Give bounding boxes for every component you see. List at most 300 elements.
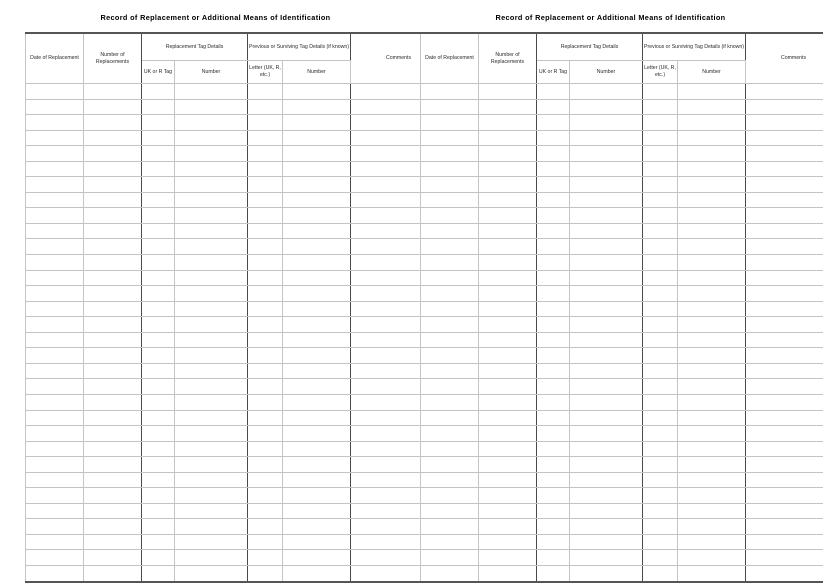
cell-date-of-replacement[interactable] <box>421 84 479 100</box>
cell-letter[interactable] <box>643 208 678 224</box>
cell-replacement-number[interactable] <box>175 208 248 224</box>
cell-date-of-replacement[interactable] <box>26 223 84 239</box>
cell-previous-number[interactable] <box>678 99 746 115</box>
cell-letter[interactable] <box>643 457 678 473</box>
table-row[interactable] <box>421 208 823 224</box>
cell-date-of-replacement[interactable] <box>421 115 479 131</box>
cell-date-of-replacement[interactable] <box>421 503 479 519</box>
cell-number-of-replacements[interactable] <box>84 565 142 581</box>
table-row[interactable] <box>26 270 447 286</box>
cell-uk-or-r-tag[interactable] <box>537 130 570 146</box>
cell-letter[interactable] <box>643 332 678 348</box>
table-row[interactable] <box>26 348 447 364</box>
cell-number-of-replacements[interactable] <box>479 410 537 426</box>
cell-uk-or-r-tag[interactable] <box>537 146 570 162</box>
cell-uk-or-r-tag[interactable] <box>142 565 175 581</box>
cell-letter[interactable] <box>643 503 678 519</box>
cell-date-of-replacement[interactable] <box>421 550 479 566</box>
cell-comments[interactable] <box>746 410 823 426</box>
cell-replacement-number[interactable] <box>570 161 643 177</box>
table-row[interactable] <box>421 223 823 239</box>
cell-uk-or-r-tag[interactable] <box>537 332 570 348</box>
cell-replacement-number[interactable] <box>175 503 248 519</box>
cell-letter[interactable] <box>643 161 678 177</box>
table-row[interactable] <box>26 503 447 519</box>
table-row[interactable] <box>26 146 447 162</box>
cell-date-of-replacement[interactable] <box>26 534 84 550</box>
cell-letter[interactable] <box>248 115 283 131</box>
table-row[interactable] <box>26 534 447 550</box>
cell-uk-or-r-tag[interactable] <box>537 301 570 317</box>
cell-previous-number[interactable] <box>283 565 351 581</box>
cell-letter[interactable] <box>643 441 678 457</box>
cell-number-of-replacements[interactable] <box>479 146 537 162</box>
cell-uk-or-r-tag[interactable] <box>142 503 175 519</box>
cell-previous-number[interactable] <box>283 239 351 255</box>
cell-letter[interactable] <box>248 99 283 115</box>
cell-number-of-replacements[interactable] <box>479 115 537 131</box>
cell-replacement-number[interactable] <box>570 519 643 535</box>
cell-uk-or-r-tag[interactable] <box>537 348 570 364</box>
cell-number-of-replacements[interactable] <box>84 410 142 426</box>
cell-number-of-replacements[interactable] <box>479 503 537 519</box>
cell-comments[interactable] <box>746 255 823 271</box>
cell-uk-or-r-tag[interactable] <box>142 99 175 115</box>
cell-number-of-replacements[interactable] <box>84 441 142 457</box>
cell-comments[interactable] <box>746 348 823 364</box>
table-row[interactable] <box>26 332 447 348</box>
cell-date-of-replacement[interactable] <box>26 317 84 333</box>
cell-number-of-replacements[interactable] <box>479 208 537 224</box>
cell-comments[interactable] <box>746 394 823 410</box>
cell-uk-or-r-tag[interactable] <box>537 426 570 442</box>
cell-number-of-replacements[interactable] <box>84 503 142 519</box>
cell-date-of-replacement[interactable] <box>421 472 479 488</box>
cell-letter[interactable] <box>248 332 283 348</box>
cell-letter[interactable] <box>248 488 283 504</box>
cell-previous-number[interactable] <box>283 84 351 100</box>
cell-uk-or-r-tag[interactable] <box>142 426 175 442</box>
cell-date-of-replacement[interactable] <box>26 426 84 442</box>
cell-number-of-replacements[interactable] <box>479 84 537 100</box>
cell-number-of-replacements[interactable] <box>84 534 142 550</box>
cell-uk-or-r-tag[interactable] <box>142 317 175 333</box>
cell-date-of-replacement[interactable] <box>421 379 479 395</box>
table-row[interactable] <box>26 130 447 146</box>
table-row[interactable] <box>421 84 823 100</box>
cell-comments[interactable] <box>746 534 823 550</box>
cell-previous-number[interactable] <box>283 270 351 286</box>
cell-uk-or-r-tag[interactable] <box>142 301 175 317</box>
cell-uk-or-r-tag[interactable] <box>142 115 175 131</box>
table-row[interactable] <box>421 503 823 519</box>
cell-uk-or-r-tag[interactable] <box>537 503 570 519</box>
cell-letter[interactable] <box>643 99 678 115</box>
cell-previous-number[interactable] <box>283 519 351 535</box>
cell-number-of-replacements[interactable] <box>479 286 537 302</box>
cell-letter[interactable] <box>248 503 283 519</box>
cell-previous-number[interactable] <box>283 332 351 348</box>
cell-uk-or-r-tag[interactable] <box>142 457 175 473</box>
cell-comments[interactable] <box>746 130 823 146</box>
cell-replacement-number[interactable] <box>570 379 643 395</box>
cell-uk-or-r-tag[interactable] <box>537 534 570 550</box>
cell-letter[interactable] <box>643 286 678 302</box>
cell-previous-number[interactable] <box>678 457 746 473</box>
cell-uk-or-r-tag[interactable] <box>537 472 570 488</box>
cell-uk-or-r-tag[interactable] <box>537 394 570 410</box>
cell-comments[interactable] <box>746 565 823 581</box>
cell-comments[interactable] <box>746 488 823 504</box>
table-row[interactable] <box>421 457 823 473</box>
cell-number-of-replacements[interactable] <box>479 270 537 286</box>
cell-number-of-replacements[interactable] <box>84 348 142 364</box>
cell-number-of-replacements[interactable] <box>479 317 537 333</box>
cell-number-of-replacements[interactable] <box>84 270 142 286</box>
cell-previous-number[interactable] <box>678 565 746 581</box>
table-row[interactable] <box>421 317 823 333</box>
cell-date-of-replacement[interactable] <box>421 488 479 504</box>
cell-number-of-replacements[interactable] <box>479 332 537 348</box>
table-row[interactable] <box>421 441 823 457</box>
cell-letter[interactable] <box>643 115 678 131</box>
cell-comments[interactable] <box>746 286 823 302</box>
cell-previous-number[interactable] <box>678 130 746 146</box>
cell-replacement-number[interactable] <box>570 534 643 550</box>
table-row[interactable] <box>26 379 447 395</box>
cell-replacement-number[interactable] <box>570 255 643 271</box>
cell-number-of-replacements[interactable] <box>479 348 537 364</box>
cell-letter[interactable] <box>643 192 678 208</box>
cell-uk-or-r-tag[interactable] <box>142 223 175 239</box>
cell-replacement-number[interactable] <box>175 130 248 146</box>
cell-replacement-number[interactable] <box>175 519 248 535</box>
cell-date-of-replacement[interactable] <box>421 457 479 473</box>
cell-date-of-replacement[interactable] <box>26 286 84 302</box>
cell-letter[interactable] <box>643 223 678 239</box>
cell-replacement-number[interactable] <box>570 488 643 504</box>
cell-date-of-replacement[interactable] <box>421 426 479 442</box>
cell-previous-number[interactable] <box>283 130 351 146</box>
cell-replacement-number[interactable] <box>570 457 643 473</box>
cell-number-of-replacements[interactable] <box>84 488 142 504</box>
cell-uk-or-r-tag[interactable] <box>142 534 175 550</box>
cell-number-of-replacements[interactable] <box>479 457 537 473</box>
cell-replacement-number[interactable] <box>570 223 643 239</box>
cell-previous-number[interactable] <box>678 161 746 177</box>
cell-date-of-replacement[interactable] <box>26 161 84 177</box>
cell-previous-number[interactable] <box>283 301 351 317</box>
cell-replacement-number[interactable] <box>175 255 248 271</box>
table-row[interactable] <box>26 410 447 426</box>
cell-letter[interactable] <box>248 177 283 193</box>
cell-date-of-replacement[interactable] <box>26 177 84 193</box>
cell-letter[interactable] <box>643 426 678 442</box>
cell-number-of-replacements[interactable] <box>479 534 537 550</box>
cell-date-of-replacement[interactable] <box>421 301 479 317</box>
cell-date-of-replacement[interactable] <box>26 410 84 426</box>
cell-uk-or-r-tag[interactable] <box>537 550 570 566</box>
cell-date-of-replacement[interactable] <box>421 534 479 550</box>
cell-replacement-number[interactable] <box>175 410 248 426</box>
cell-date-of-replacement[interactable] <box>26 208 84 224</box>
cell-previous-number[interactable] <box>678 270 746 286</box>
cell-date-of-replacement[interactable] <box>26 503 84 519</box>
cell-letter[interactable] <box>643 379 678 395</box>
cell-replacement-number[interactable] <box>175 332 248 348</box>
cell-date-of-replacement[interactable] <box>421 394 479 410</box>
cell-date-of-replacement[interactable] <box>26 332 84 348</box>
cell-previous-number[interactable] <box>283 394 351 410</box>
cell-number-of-replacements[interactable] <box>479 239 537 255</box>
cell-replacement-number[interactable] <box>175 426 248 442</box>
cell-date-of-replacement[interactable] <box>26 115 84 131</box>
cell-previous-number[interactable] <box>678 394 746 410</box>
cell-previous-number[interactable] <box>678 317 746 333</box>
cell-uk-or-r-tag[interactable] <box>537 115 570 131</box>
cell-letter[interactable] <box>248 255 283 271</box>
cell-comments[interactable] <box>746 146 823 162</box>
cell-previous-number[interactable] <box>678 426 746 442</box>
cell-letter[interactable] <box>643 394 678 410</box>
cell-letter[interactable] <box>248 192 283 208</box>
cell-date-of-replacement[interactable] <box>26 441 84 457</box>
cell-replacement-number[interactable] <box>570 317 643 333</box>
cell-letter[interactable] <box>643 177 678 193</box>
cell-letter[interactable] <box>643 565 678 581</box>
table-row[interactable] <box>421 146 823 162</box>
cell-uk-or-r-tag[interactable] <box>142 379 175 395</box>
cell-previous-number[interactable] <box>283 223 351 239</box>
cell-replacement-number[interactable] <box>175 550 248 566</box>
cell-comments[interactable] <box>746 239 823 255</box>
cell-replacement-number[interactable] <box>570 239 643 255</box>
cell-number-of-replacements[interactable] <box>84 223 142 239</box>
cell-uk-or-r-tag[interactable] <box>537 363 570 379</box>
cell-previous-number[interactable] <box>678 255 746 271</box>
cell-previous-number[interactable] <box>678 534 746 550</box>
cell-number-of-replacements[interactable] <box>84 146 142 162</box>
cell-uk-or-r-tag[interactable] <box>142 410 175 426</box>
cell-number-of-replacements[interactable] <box>479 301 537 317</box>
cell-date-of-replacement[interactable] <box>421 208 479 224</box>
cell-replacement-number[interactable] <box>570 410 643 426</box>
table-row[interactable] <box>421 394 823 410</box>
table-row[interactable] <box>421 161 823 177</box>
cell-number-of-replacements[interactable] <box>479 394 537 410</box>
cell-number-of-replacements[interactable] <box>479 363 537 379</box>
cell-uk-or-r-tag[interactable] <box>537 565 570 581</box>
cell-date-of-replacement[interactable] <box>26 379 84 395</box>
cell-replacement-number[interactable] <box>175 565 248 581</box>
cell-previous-number[interactable] <box>678 410 746 426</box>
cell-previous-number[interactable] <box>678 239 746 255</box>
cell-replacement-number[interactable] <box>175 99 248 115</box>
cell-number-of-replacements[interactable] <box>84 457 142 473</box>
cell-letter[interactable] <box>248 457 283 473</box>
table-row[interactable] <box>26 394 447 410</box>
cell-date-of-replacement[interactable] <box>26 270 84 286</box>
table-row[interactable] <box>421 550 823 566</box>
cell-replacement-number[interactable] <box>570 301 643 317</box>
cell-letter[interactable] <box>248 270 283 286</box>
cell-replacement-number[interactable] <box>570 441 643 457</box>
cell-comments[interactable] <box>746 161 823 177</box>
cell-previous-number[interactable] <box>678 177 746 193</box>
table-row[interactable] <box>26 255 447 271</box>
cell-previous-number[interactable] <box>283 115 351 131</box>
cell-uk-or-r-tag[interactable] <box>142 161 175 177</box>
cell-comments[interactable] <box>746 457 823 473</box>
cell-previous-number[interactable] <box>283 161 351 177</box>
cell-number-of-replacements[interactable] <box>84 363 142 379</box>
cell-date-of-replacement[interactable] <box>26 488 84 504</box>
cell-replacement-number[interactable] <box>175 239 248 255</box>
cell-comments[interactable] <box>746 177 823 193</box>
cell-date-of-replacement[interactable] <box>421 317 479 333</box>
table-row[interactable] <box>26 161 447 177</box>
table-row[interactable] <box>26 301 447 317</box>
cell-replacement-number[interactable] <box>570 550 643 566</box>
cell-date-of-replacement[interactable] <box>26 472 84 488</box>
cell-date-of-replacement[interactable] <box>421 332 479 348</box>
cell-letter[interactable] <box>643 472 678 488</box>
cell-comments[interactable] <box>746 503 823 519</box>
table-row[interactable] <box>421 379 823 395</box>
cell-uk-or-r-tag[interactable] <box>537 84 570 100</box>
table-row[interactable] <box>421 301 823 317</box>
cell-date-of-replacement[interactable] <box>421 161 479 177</box>
table-row[interactable] <box>421 363 823 379</box>
cell-comments[interactable] <box>746 192 823 208</box>
cell-letter[interactable] <box>643 84 678 100</box>
cell-date-of-replacement[interactable] <box>421 239 479 255</box>
table-row[interactable] <box>26 363 447 379</box>
cell-number-of-replacements[interactable] <box>84 317 142 333</box>
table-row[interactable] <box>26 550 447 566</box>
cell-letter[interactable] <box>248 550 283 566</box>
cell-letter[interactable] <box>248 146 283 162</box>
table-row[interactable] <box>421 130 823 146</box>
cell-comments[interactable] <box>746 363 823 379</box>
cell-date-of-replacement[interactable] <box>26 394 84 410</box>
cell-date-of-replacement[interactable] <box>421 99 479 115</box>
cell-uk-or-r-tag[interactable] <box>142 286 175 302</box>
cell-replacement-number[interactable] <box>570 84 643 100</box>
cell-comments[interactable] <box>746 332 823 348</box>
cell-replacement-number[interactable] <box>175 363 248 379</box>
cell-uk-or-r-tag[interactable] <box>537 488 570 504</box>
cell-letter[interactable] <box>248 565 283 581</box>
table-row[interactable] <box>421 565 823 581</box>
cell-letter[interactable] <box>248 317 283 333</box>
cell-previous-number[interactable] <box>678 192 746 208</box>
cell-number-of-replacements[interactable] <box>84 177 142 193</box>
cell-uk-or-r-tag[interactable] <box>537 286 570 302</box>
cell-previous-number[interactable] <box>678 84 746 100</box>
cell-date-of-replacement[interactable] <box>26 565 84 581</box>
cell-uk-or-r-tag[interactable] <box>142 192 175 208</box>
table-row[interactable] <box>421 255 823 271</box>
cell-replacement-number[interactable] <box>175 146 248 162</box>
cell-date-of-replacement[interactable] <box>421 286 479 302</box>
cell-number-of-replacements[interactable] <box>479 519 537 535</box>
cell-previous-number[interactable] <box>283 379 351 395</box>
cell-previous-number[interactable] <box>283 472 351 488</box>
cell-previous-number[interactable] <box>283 192 351 208</box>
cell-replacement-number[interactable] <box>175 84 248 100</box>
cell-letter[interactable] <box>643 534 678 550</box>
table-row[interactable] <box>26 565 447 581</box>
cell-uk-or-r-tag[interactable] <box>142 146 175 162</box>
cell-previous-number[interactable] <box>283 363 351 379</box>
table-row[interactable] <box>26 99 447 115</box>
table-row[interactable] <box>26 286 447 302</box>
cell-number-of-replacements[interactable] <box>84 255 142 271</box>
table-row[interactable] <box>421 332 823 348</box>
cell-number-of-replacements[interactable] <box>84 332 142 348</box>
cell-uk-or-r-tag[interactable] <box>142 130 175 146</box>
table-row[interactable] <box>421 99 823 115</box>
cell-previous-number[interactable] <box>283 550 351 566</box>
cell-letter[interactable] <box>643 317 678 333</box>
cell-date-of-replacement[interactable] <box>26 146 84 162</box>
cell-number-of-replacements[interactable] <box>479 130 537 146</box>
cell-uk-or-r-tag[interactable] <box>537 255 570 271</box>
cell-uk-or-r-tag[interactable] <box>537 223 570 239</box>
cell-replacement-number[interactable] <box>175 534 248 550</box>
cell-uk-or-r-tag[interactable] <box>537 161 570 177</box>
cell-uk-or-r-tag[interactable] <box>537 457 570 473</box>
table-row[interactable] <box>26 441 447 457</box>
cell-comments[interactable] <box>746 519 823 535</box>
table-row[interactable] <box>421 192 823 208</box>
cell-comments[interactable] <box>746 472 823 488</box>
cell-number-of-replacements[interactable] <box>84 519 142 535</box>
table-row[interactable] <box>26 239 447 255</box>
cell-number-of-replacements[interactable] <box>84 192 142 208</box>
cell-letter[interactable] <box>248 301 283 317</box>
cell-replacement-number[interactable] <box>570 363 643 379</box>
cell-letter[interactable] <box>248 223 283 239</box>
cell-uk-or-r-tag[interactable] <box>142 441 175 457</box>
cell-letter[interactable] <box>248 286 283 302</box>
cell-previous-number[interactable] <box>283 534 351 550</box>
table-row[interactable] <box>26 426 447 442</box>
cell-date-of-replacement[interactable] <box>26 130 84 146</box>
cell-date-of-replacement[interactable] <box>421 130 479 146</box>
cell-previous-number[interactable] <box>678 472 746 488</box>
cell-replacement-number[interactable] <box>175 301 248 317</box>
cell-letter[interactable] <box>643 301 678 317</box>
cell-number-of-replacements[interactable] <box>479 177 537 193</box>
cell-number-of-replacements[interactable] <box>479 550 537 566</box>
cell-number-of-replacements[interactable] <box>479 255 537 271</box>
cell-number-of-replacements[interactable] <box>84 208 142 224</box>
table-row[interactable] <box>421 426 823 442</box>
cell-previous-number[interactable] <box>283 255 351 271</box>
cell-replacement-number[interactable] <box>570 208 643 224</box>
cell-date-of-replacement[interactable] <box>421 192 479 208</box>
cell-replacement-number[interactable] <box>570 115 643 131</box>
cell-replacement-number[interactable] <box>570 286 643 302</box>
cell-previous-number[interactable] <box>283 208 351 224</box>
cell-previous-number[interactable] <box>283 488 351 504</box>
cell-replacement-number[interactable] <box>570 426 643 442</box>
cell-uk-or-r-tag[interactable] <box>537 192 570 208</box>
cell-comments[interactable] <box>746 115 823 131</box>
cell-letter[interactable] <box>248 84 283 100</box>
